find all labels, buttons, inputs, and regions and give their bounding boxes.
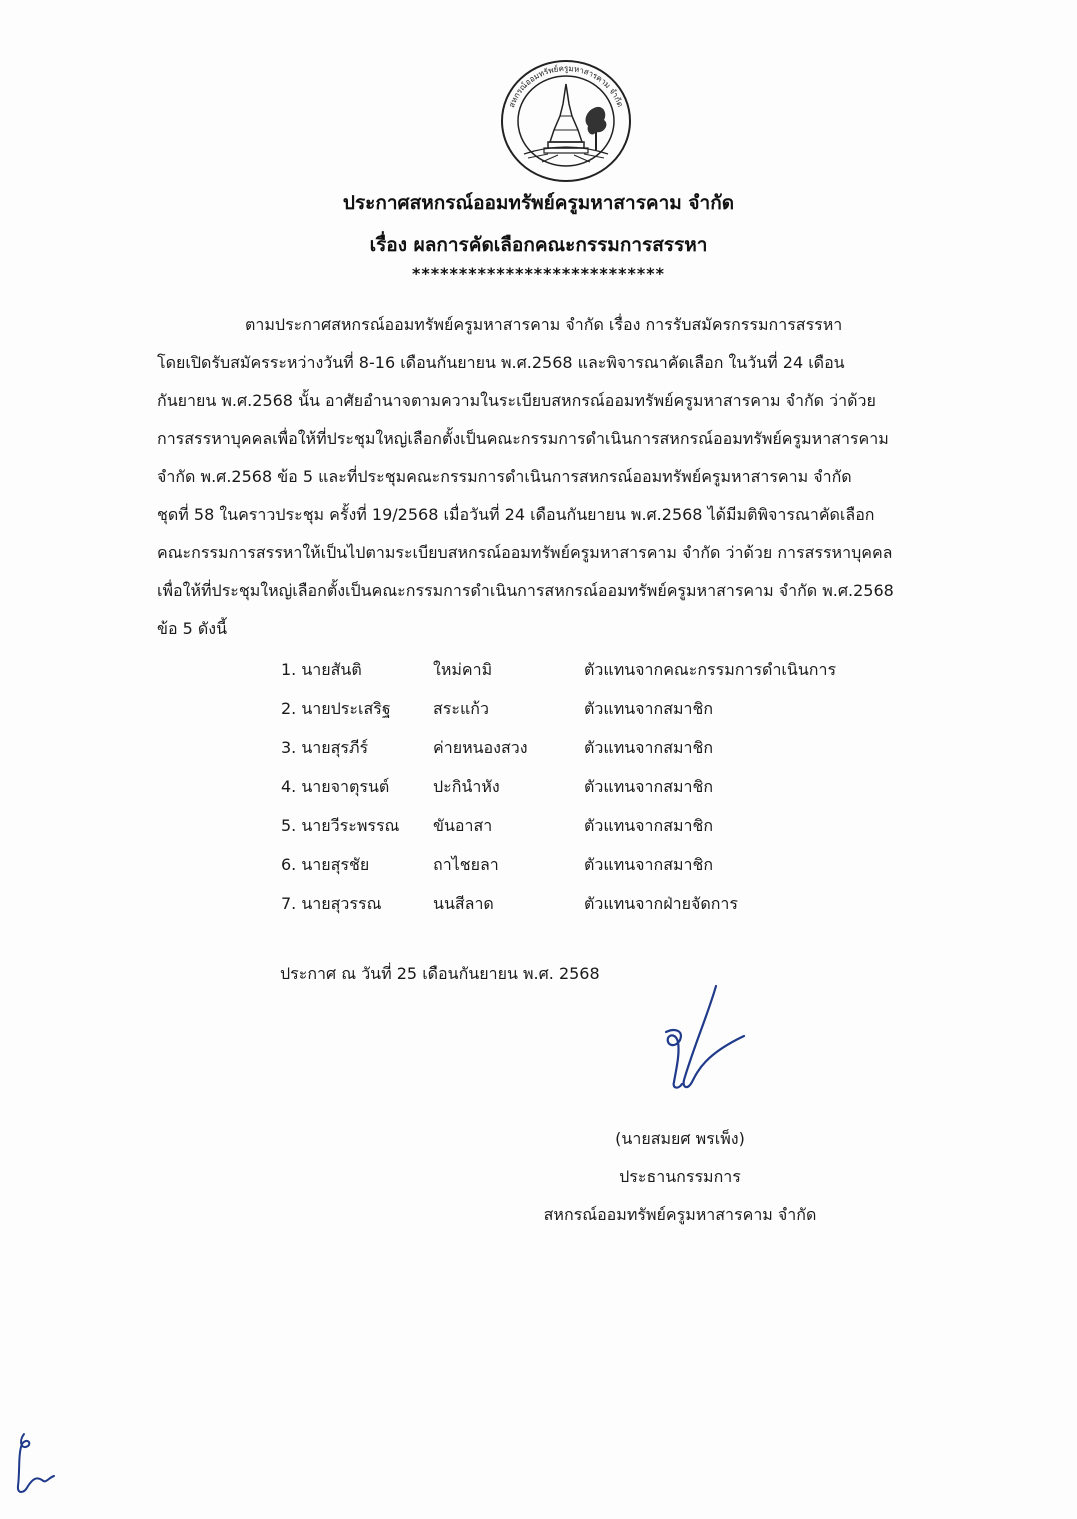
signer-position: ประธานกรรมการ — [619, 1167, 741, 1186]
member-role: ตัวแทนจากสมาชิก — [584, 699, 714, 718]
title-separator: *************************** — [412, 264, 665, 283]
member-first-name: 7. นายสุวรรณ — [281, 894, 382, 913]
document-title: ประกาศสหกรณ์ออมทรัพย์ครูมหาสารคาม จำกัด — [342, 192, 735, 214]
list-item — [281, 886, 901, 925]
signature-block — [520, 1120, 840, 1234]
member-first-name: 4. นายจาตุรนต์ — [281, 777, 390, 796]
member-last-name: ค่ายหนองสวง — [433, 738, 528, 757]
member-role: ตัวแทนจากสมาชิก — [584, 738, 714, 757]
member-first-name: 6. นายสุรชัย — [281, 855, 370, 874]
member-role: ตัวแทนจากคณะกรรมการดำเนินการ — [584, 660, 837, 679]
member-first-name: 1. นายสันติ — [281, 660, 362, 679]
member-first-name: 5. นายวีระพรรณ — [281, 816, 400, 835]
list-item — [281, 808, 901, 847]
list-item — [281, 652, 901, 691]
member-last-name: ปะกินำหัง — [433, 777, 500, 796]
seal-ring-text: สหกรณ์ออมทรัพย์ครูมหาสารคาม จำกัด — [507, 63, 625, 109]
signer-name: (นายสมยศ พรเพ็ง) — [615, 1129, 745, 1148]
member-last-name: สระแก้ว — [433, 699, 489, 718]
member-role: ตัวแทนจากฝ่ายจัดการ — [584, 894, 738, 913]
body-line: กันยายน พ.ศ.2568 นั้น อาศัยอำนาจตามความในระเบียบสหกรณ์ออมทรัพย์ครูมหาสารคาม จำกัด ว่าด้วย — [157, 391, 876, 410]
list-item — [281, 730, 901, 769]
signer-organization: สหกรณ์ออมทรัพย์ครูมหาสารคาม จำกัด — [543, 1205, 817, 1224]
list-item — [281, 847, 901, 886]
chairman-signature — [646, 984, 756, 1104]
member-role: ตัวแทนจากสมาชิก — [584, 816, 714, 835]
body-line: คณะกรรมการสรรหาให้เป็นไปตามระเบียบสหกรณ์ออมทรัพย์ครูมหาสารคาม จำกัด ว่าด้วย การสรรหาบุคคล — [157, 543, 893, 562]
document-subject: เรื่อง ผลการคัดเลือกคณะกรรมการสรรหา — [369, 234, 708, 256]
body-line: จำกัด พ.ศ.2568 ข้อ 5 และที่ประชุมคณะกรรมการดำเนินการสหกรณ์ออมทรัพย์ครูมหาสารคาม จำกัด — [157, 467, 852, 486]
member-last-name: ใหม่คามิ — [433, 660, 493, 679]
member-last-name: นนสีลาด — [433, 894, 494, 913]
body-line: ตามประกาศสหกรณ์ออมทรัพย์ครูมหาสารคาม จำกัด เรื่อง การรับสมัครกรรมการสรรหา — [245, 315, 843, 334]
body-line: เพื่อให้ที่ประชุมใหญ่เลือกตั้งเป็นคณะกรรมการดำเนินการสหกรณ์ออมทรัพย์ครูมหาสารคาม จำกัด พ.ศ.2568 — [157, 581, 894, 600]
member-last-name: ถาไชยลา — [433, 855, 499, 874]
body-line: ข้อ 5 ดังนี้ — [157, 619, 228, 638]
member-first-name: 3. นายสุรภีร์ — [281, 738, 369, 757]
list-item — [281, 769, 901, 808]
announcement-date: ประกาศ ณ วันที่ 25 เดือนกันยายน พ.ศ. 2568 — [280, 964, 600, 983]
member-first-name: 2. นายประเสริฐ — [281, 699, 391, 718]
list-item — [281, 691, 901, 730]
body-line: ชุดที่ 58 ในคราวประชุม ครั้งที่ 19/2568 เมื่อวันที่ 24 เดือนกันยายน พ.ศ.2568 ได้มีมติพิจารณาคัดเลือก — [157, 505, 875, 524]
member-role: ตัวแทนจากสมาชิก — [584, 855, 714, 874]
body-line: โดยเปิดรับสมัครระหว่างวันที่ 8-16 เดือนกันยายน พ.ศ.2568 และพิจารณาคัดเลือก ในวันที่ 24 เดือน — [157, 353, 845, 372]
committee-member-list — [281, 652, 901, 925]
member-role: ตัวแทนจากสมาชิก — [584, 777, 714, 796]
cooperative-seal-logo — [498, 58, 634, 184]
initials-signature — [8, 1430, 68, 1500]
announcement-body — [157, 306, 947, 648]
member-last-name: ขันอาสา — [433, 816, 493, 835]
body-line: การสรรหาบุคคลเพื่อให้ที่ประชุมใหญ่เลือกตั้งเป็นคณะกรรมการดำเนินการสหกรณ์ออมทรัพย์ครูมหาสารคาม — [157, 429, 889, 448]
